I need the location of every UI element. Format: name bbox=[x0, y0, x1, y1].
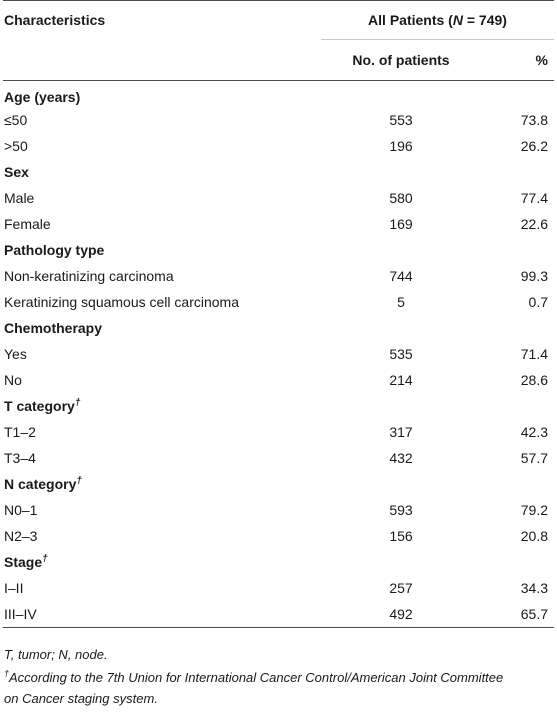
group-header-row bbox=[3, 81, 554, 108]
group-header-row bbox=[3, 393, 554, 419]
table-row bbox=[3, 263, 554, 289]
row-label: No bbox=[4, 372, 22, 388]
row-percent: 99.3 bbox=[520, 268, 548, 284]
row-count: 214 bbox=[389, 372, 413, 388]
dagger-symbol: † bbox=[74, 397, 81, 409]
row-label: >50 bbox=[4, 138, 28, 154]
row-count: 492 bbox=[321, 601, 481, 628]
group-header-row bbox=[3, 315, 554, 341]
row-percent: 0.7 bbox=[528, 294, 548, 310]
row-percent: 42.3 bbox=[520, 424, 548, 440]
table-row bbox=[3, 601, 554, 628]
row-percent: 28.6 bbox=[520, 372, 548, 388]
row-label: Keratinizing squamous cell carcinoma bbox=[4, 294, 239, 310]
header-characteristics: Characteristics bbox=[4, 12, 106, 29]
group-label-text: Pathology type bbox=[4, 242, 105, 258]
row-label: Female bbox=[4, 216, 51, 232]
row-count: 744 bbox=[389, 268, 413, 284]
table-row bbox=[3, 211, 554, 237]
dagger-symbol: † bbox=[4, 668, 10, 679]
row-percent: 26.2 bbox=[520, 138, 548, 154]
row-label: T3–4 bbox=[4, 450, 36, 466]
row-label: N0–1 bbox=[4, 502, 38, 518]
table-row bbox=[3, 341, 554, 367]
row-percent: 34.3 bbox=[520, 580, 548, 596]
group-label bbox=[3, 159, 554, 185]
row-count: 317 bbox=[389, 424, 413, 440]
row-label: ≤50 bbox=[4, 112, 28, 128]
row-percent: 57.7 bbox=[520, 450, 548, 466]
row-count: 580 bbox=[389, 190, 413, 206]
row-percent: 20.8 bbox=[520, 528, 548, 544]
row-count: 593 bbox=[389, 502, 413, 518]
table-row bbox=[3, 289, 554, 315]
header-no-of-patients: No. of patients bbox=[321, 40, 481, 81]
group-label-text: Sex bbox=[4, 164, 29, 180]
table-row bbox=[3, 419, 554, 445]
row-label: N2–3 bbox=[4, 528, 38, 544]
row-count: 196 bbox=[389, 138, 413, 154]
table-footnotes bbox=[4, 644, 557, 709]
row-percent: 71.4 bbox=[520, 346, 548, 362]
row-percent: 77.4 bbox=[520, 190, 548, 206]
footnote-dagger: †According to the 7th Union for International Cancer Control/American Joint Committee on Cancer staging system. bbox=[4, 668, 504, 706]
group-label bbox=[3, 393, 554, 419]
dagger-symbol: † bbox=[76, 475, 82, 487]
row-count: 257 bbox=[389, 580, 413, 596]
row-label: T1–2 bbox=[4, 424, 36, 440]
group-label bbox=[3, 237, 554, 263]
group-label-text: N category bbox=[4, 476, 77, 492]
table-row bbox=[3, 575, 554, 601]
header-percent: % bbox=[481, 40, 554, 81]
group-label bbox=[3, 549, 554, 575]
row-label: Non-keratinizing carcinoma bbox=[4, 268, 174, 284]
row-count: 5 bbox=[397, 294, 405, 310]
row-label: Male bbox=[4, 190, 35, 206]
group-label-text: Stage bbox=[4, 554, 43, 570]
group-label bbox=[3, 471, 554, 497]
group-header-row bbox=[3, 159, 554, 185]
group-label bbox=[3, 81, 554, 108]
row-count: 169 bbox=[389, 216, 413, 232]
patient-characteristics-table bbox=[3, 0, 554, 628]
header-row-1 bbox=[3, 1, 554, 40]
table-row bbox=[3, 497, 554, 523]
row-count: 156 bbox=[389, 528, 413, 544]
group-header-row bbox=[3, 549, 554, 575]
footnote-abbreviations: T, tumor; N, node. bbox=[4, 647, 108, 662]
header-all-patients: All Patients (N = 749) bbox=[321, 1, 554, 40]
row-label: III–IV bbox=[3, 601, 321, 628]
table-row bbox=[3, 107, 554, 133]
group-label-text: T category bbox=[4, 398, 75, 414]
row-count: 553 bbox=[389, 112, 413, 128]
group-label-text: Age (years) bbox=[4, 89, 81, 105]
table-row bbox=[3, 367, 554, 393]
table-body bbox=[3, 81, 554, 628]
header-row-2 bbox=[3, 40, 554, 81]
row-label: Yes bbox=[4, 346, 27, 362]
row-count: 535 bbox=[389, 346, 413, 362]
group-header-row bbox=[3, 237, 554, 263]
row-percent: 22.6 bbox=[520, 216, 548, 232]
row-percent: 65.7 bbox=[481, 601, 554, 628]
table-row bbox=[3, 445, 554, 471]
header-empty-cell bbox=[3, 40, 321, 81]
table-row bbox=[3, 133, 554, 159]
row-percent: 79.2 bbox=[520, 502, 548, 518]
table-row bbox=[3, 523, 554, 549]
row-count: 432 bbox=[389, 450, 413, 466]
row-percent: 73.8 bbox=[520, 112, 548, 128]
group-label bbox=[3, 315, 554, 341]
dagger-symbol: † bbox=[42, 553, 48, 565]
group-label-text: Chemotherapy bbox=[4, 320, 103, 336]
table-row bbox=[3, 185, 554, 211]
group-header-row bbox=[3, 471, 554, 497]
row-label: I–II bbox=[4, 580, 24, 596]
